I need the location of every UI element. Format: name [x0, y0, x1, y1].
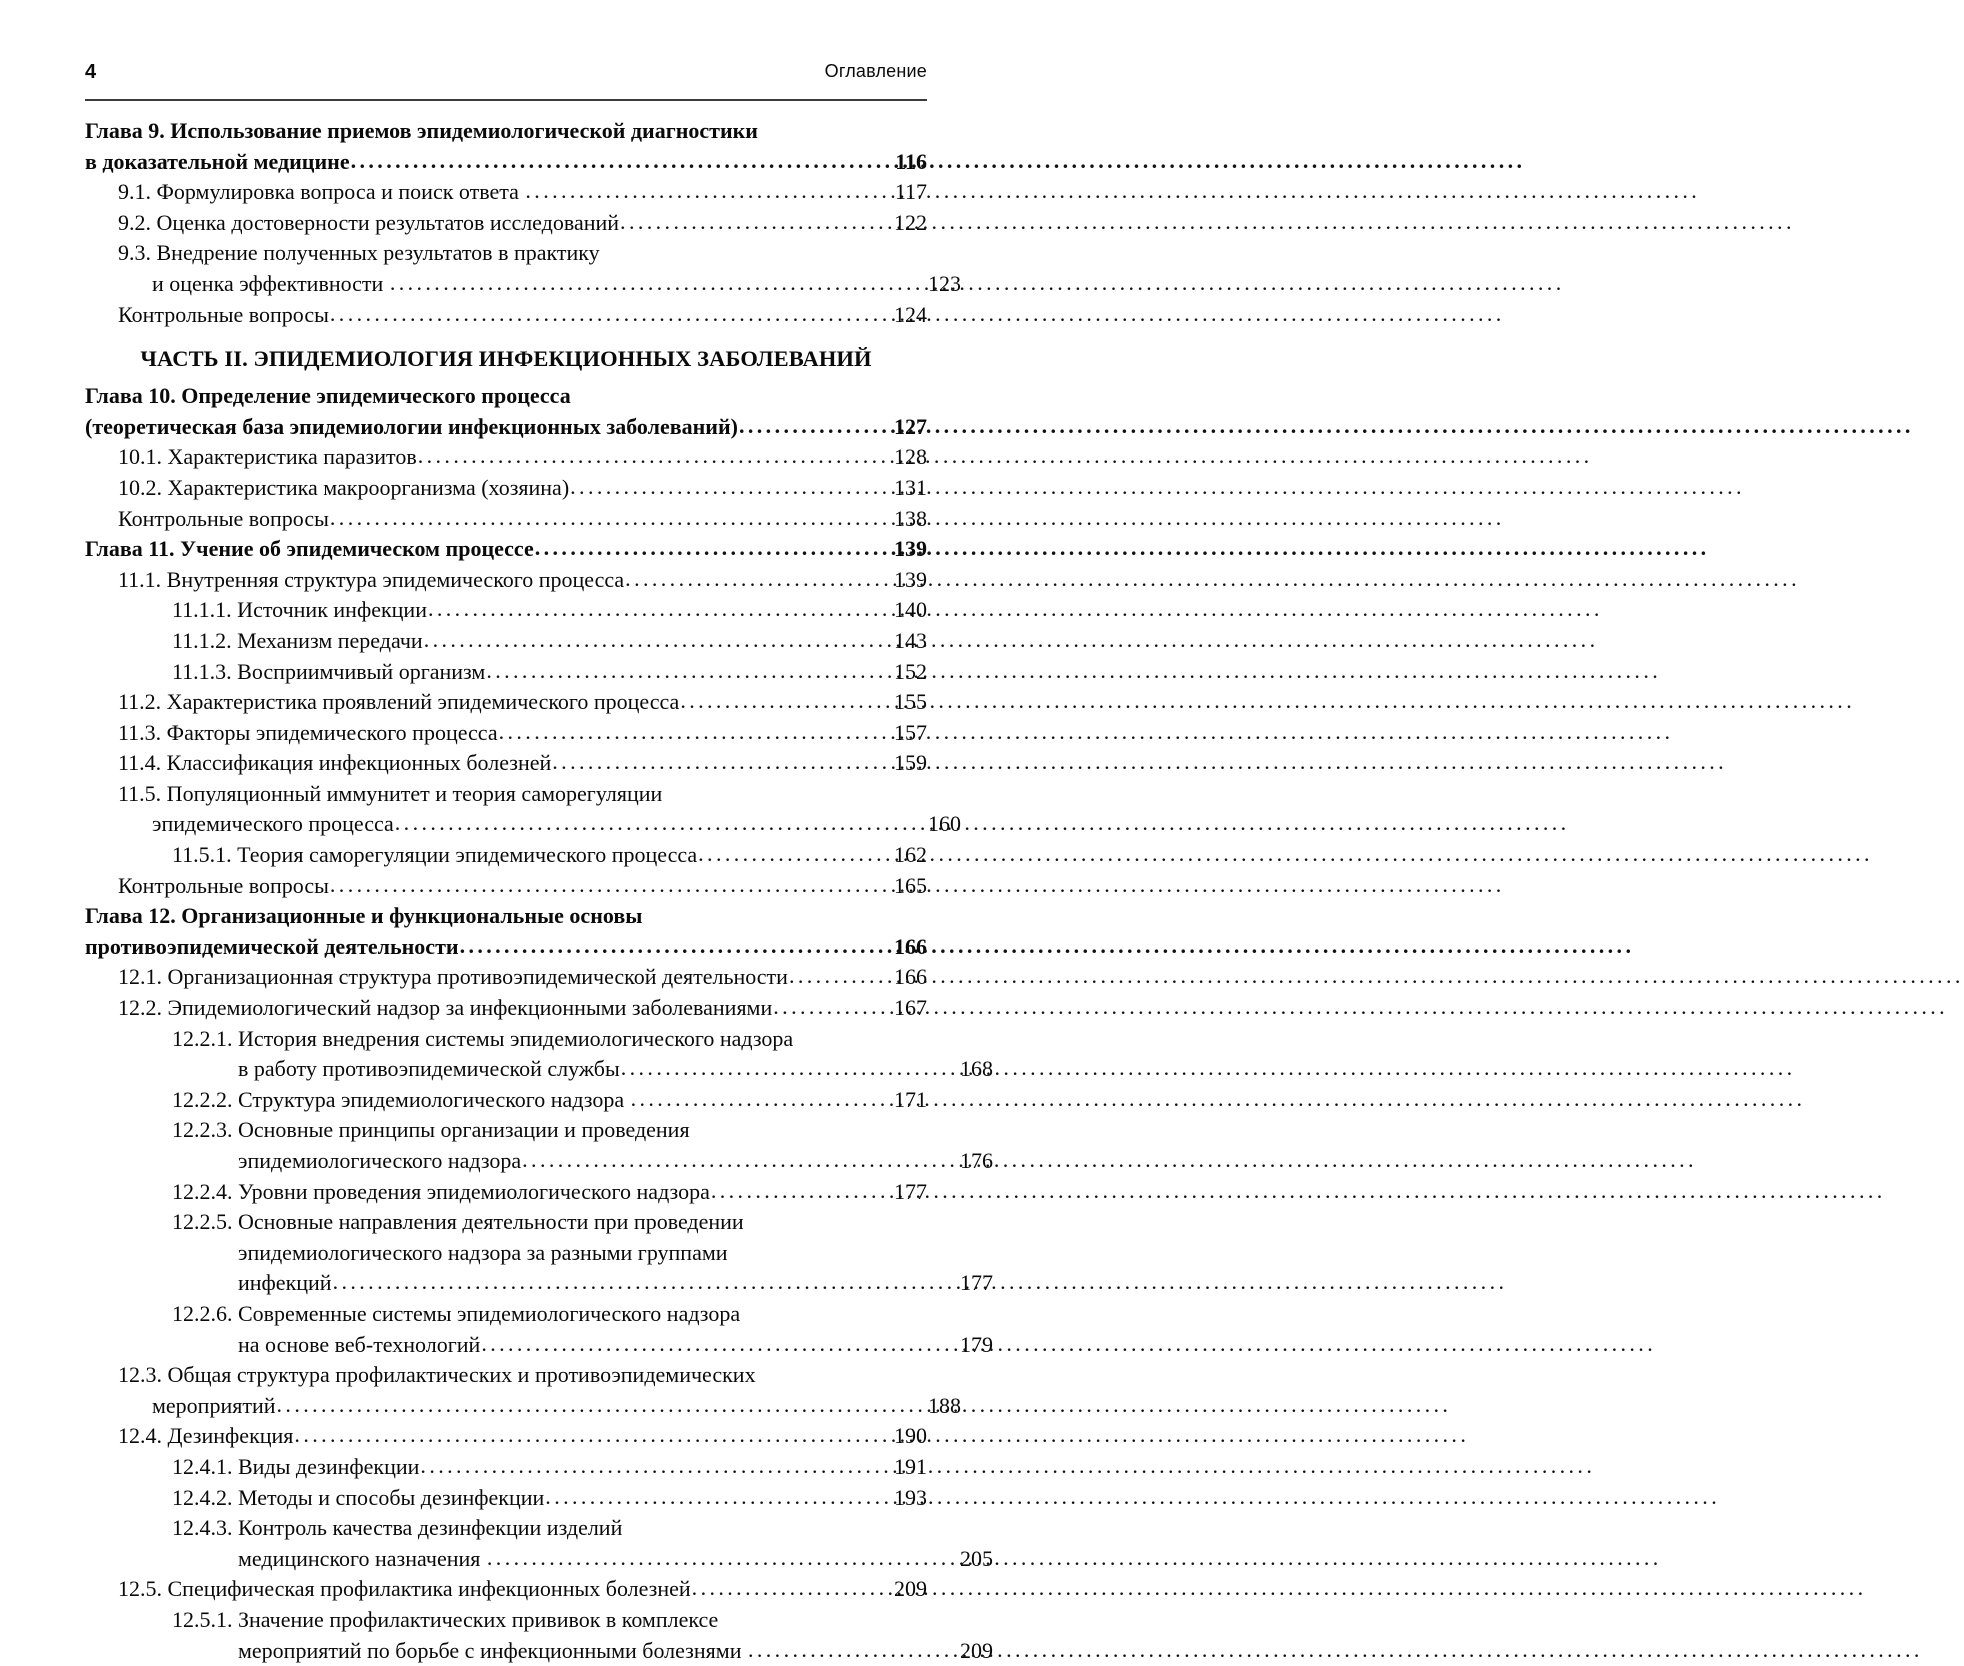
- toc-entry-title: 10.2. Характеристика макроорганизма (хозяина): [118, 473, 569, 504]
- toc-entry-12-2-1[interactable]: [172, 1024, 927, 1085]
- dot-leader: [552, 747, 880, 778]
- toc-entry-title-cont: мероприятий по борьбе с инфекционными болезнями: [238, 1636, 747, 1666]
- dot-leader: [789, 961, 880, 992]
- toc-entry-page: 122: [881, 208, 927, 239]
- toc-entry-page: 209: [947, 1636, 993, 1666]
- toc-entry-9-2[interactable]: [118, 208, 927, 239]
- toc-entry-9-control-questions[interactable]: [118, 300, 927, 331]
- toc-entry-chapter-11[interactable]: [85, 534, 927, 565]
- dot-leader: [486, 656, 880, 687]
- dot-leader: [748, 1635, 946, 1666]
- toc-entry-page: 188: [915, 1391, 961, 1422]
- toc-entry-title: 11.1.1. Источник инфекции: [172, 595, 427, 626]
- toc-entry-title: 11.5.1. Теория саморегуляции эпидемического процесса: [172, 840, 697, 871]
- toc-entry-chapter-9[interactable]: [85, 116, 927, 177]
- toc-entry-title-cont: инфекций: [238, 1268, 332, 1299]
- toc-entry-page: 177: [881, 1177, 927, 1208]
- toc-entry-11-5-1[interactable]: [172, 840, 927, 871]
- dot-leader: [739, 411, 880, 442]
- toc-entry-title-cont: медицинского назначения: [238, 1544, 486, 1575]
- dot-leader: [351, 146, 880, 177]
- toc-entry-title: Глава 11. Учение об эпидемическом процессе: [85, 534, 534, 565]
- toc-entry-chapter-12[interactable]: [85, 901, 927, 962]
- toc-entry-12-4-2[interactable]: [172, 1483, 927, 1514]
- toc-entry-page: 157: [881, 718, 927, 749]
- toc-entry-title: Глава 9. Использование приемов эпидемиологической диагностики: [85, 116, 758, 147]
- toc-entry-page: 127: [881, 412, 927, 443]
- toc-entry-title: 12.2.5. Основные направления деятельности при проведении: [172, 1207, 744, 1238]
- toc-entry-12-2-6[interactable]: [172, 1299, 927, 1360]
- toc-entry-title: 11.5. Популяционный иммунитет и теория саморегуляции: [118, 779, 662, 810]
- dot-leader: [535, 533, 880, 564]
- part-heading-2: ЧАСТЬ II. ЭПИДЕМИОЛОГИЯ ИНФЕКЦИОННЫХ ЗАБОЛЕВАНИЙ: [85, 344, 927, 374]
- toc-entry-11-1-3[interactable]: [172, 657, 927, 688]
- toc-entry-title: Глава 12. Организационные и функциональные основы: [85, 901, 642, 932]
- dot-leader: [620, 207, 880, 238]
- toc-entry-11-1-2[interactable]: [172, 626, 927, 657]
- toc-entry-page: 159: [881, 748, 927, 779]
- toc-entry-title-cont: на основе веб-технологий: [238, 1330, 480, 1361]
- toc-entry-title: 12.2.4. Уровни проведения эпидемиологического надзора: [172, 1177, 710, 1208]
- toc-entry-title: 12.4.1. Виды дезинфекции: [172, 1452, 419, 1483]
- toc-entry-title-cont: эпидемиологического надзора за разными группами: [238, 1238, 728, 1269]
- toc-entry-title: 12.4.2. Методы и способы дезинфекции: [172, 1483, 544, 1514]
- dot-leader: [570, 472, 880, 503]
- dot-leader: [390, 268, 914, 299]
- toc-entry-page: 177: [947, 1268, 993, 1299]
- toc-entry-12-2[interactable]: [118, 993, 927, 1024]
- toc-entry-page: 171: [881, 1085, 927, 1116]
- dot-leader: [680, 686, 880, 717]
- toc-entry-page: 152: [881, 657, 927, 688]
- dot-leader: [428, 594, 880, 625]
- toc-entry-12-2-3[interactable]: [172, 1115, 927, 1176]
- toc-entry-11-1[interactable]: [118, 565, 927, 596]
- toc-entry-11-3[interactable]: [118, 718, 927, 749]
- toc-entry-12-4-1[interactable]: [172, 1452, 927, 1483]
- toc-entry-9-1[interactable]: [118, 177, 927, 208]
- toc-entry-11-control-questions[interactable]: [118, 871, 927, 902]
- toc-entry-12-2-4[interactable]: [172, 1177, 927, 1208]
- toc-entry-title: 9.1. Формулировка вопроса и поиск ответа: [118, 177, 524, 208]
- toc-entry-title: 11.1.3. Восприимчивый организм: [172, 657, 485, 688]
- toc-entry-page: 124: [881, 300, 927, 331]
- toc-entry-title: 11.1. Внутренняя структура эпидемического процесса: [118, 565, 624, 596]
- dot-leader: [499, 717, 880, 748]
- toc-entry-title-cont: мероприятий: [152, 1391, 276, 1422]
- toc-entry-11-4[interactable]: [118, 748, 927, 779]
- dot-leader: [481, 1329, 946, 1360]
- page-folio: 4: [85, 62, 96, 82]
- toc-entry-page: 139: [881, 565, 927, 596]
- toc-entry-title: 12.1. Организационная структура противоэпидемической деятельности: [118, 962, 788, 993]
- toc-entry-page: 205: [947, 1544, 993, 1575]
- toc-entry-title: 10.1. Характеристика паразитов: [118, 442, 417, 473]
- toc-entry-page: 116: [881, 147, 927, 178]
- toc-entry-page: 131: [881, 473, 927, 504]
- toc-entry-page: 139: [881, 534, 927, 565]
- toc-entry-page: 117: [881, 177, 927, 208]
- dot-leader: [525, 176, 880, 207]
- toc-entry-title: 9.2. Оценка достоверности результатов исследований: [118, 208, 619, 239]
- toc-entry-page: 209: [881, 1574, 927, 1605]
- dot-leader: [395, 808, 914, 839]
- dot-leader: [522, 1145, 946, 1176]
- toc-entry-page: 167: [881, 993, 927, 1024]
- toc-entry-page: 140: [881, 595, 927, 626]
- toc-entry-page: 128: [881, 442, 927, 473]
- toc-entry-page: 179: [947, 1330, 993, 1361]
- toc-entry-page: 166: [881, 962, 927, 993]
- toc-entry-page: 155: [881, 687, 927, 718]
- toc-entry-page: 160: [915, 809, 961, 840]
- toc-entry-title: 11.4. Классификация инфекционных болезней: [118, 748, 551, 779]
- toc-entry-page: 168: [947, 1054, 993, 1085]
- toc-entry-12-2-5[interactable]: [172, 1207, 927, 1299]
- toc-entry-page: 138: [881, 504, 927, 535]
- toc-page: [0, 0, 1000, 1525]
- toc-entry-title: 12.4. Дезинфекция: [118, 1421, 293, 1452]
- dot-leader: [698, 839, 880, 870]
- toc-entry-page: 162: [881, 840, 927, 871]
- toc-entry-title-cont: и оценка эффективности: [152, 269, 389, 300]
- toc-entry-title-cont: противоэпидемической деятельности: [85, 932, 459, 963]
- toc-entry-12-5[interactable]: [118, 1574, 927, 1605]
- toc-entry-page: 165: [881, 871, 927, 902]
- dot-leader: [621, 1053, 946, 1084]
- toc-entry-page: 123: [915, 269, 961, 300]
- table-of-contents: [85, 116, 927, 1666]
- toc-entry-page: 190: [881, 1421, 927, 1452]
- toc-entry-12-1[interactable]: [118, 962, 927, 993]
- dot-leader: [631, 1084, 880, 1115]
- dot-leader: [420, 1451, 880, 1482]
- dot-leader: [424, 625, 880, 656]
- toc-entry-title: 12.2.3. Основные принципы организации и проведения: [172, 1115, 690, 1146]
- dot-leader: [625, 564, 880, 595]
- toc-entry-12-5-1[interactable]: [172, 1605, 927, 1666]
- toc-entry-title: Контрольные вопросы: [118, 300, 329, 331]
- toc-entry-title: 12.2. Эпидемиологический надзор за инфекционными заболеваниями: [118, 993, 772, 1024]
- toc-entry-11-5[interactable]: [118, 779, 927, 840]
- toc-entry-10-2[interactable]: [118, 473, 927, 504]
- dot-leader: [711, 1176, 880, 1207]
- dot-leader: [330, 870, 880, 901]
- toc-entry-title: Контрольные вопросы: [118, 871, 329, 902]
- dot-leader: [460, 931, 880, 962]
- toc-entry-title: 9.3. Внедрение полученных результатов в практику: [118, 238, 600, 269]
- toc-entry-title: 12.4.3. Контроль качества дезинфекции изделий: [172, 1513, 622, 1544]
- running-head-title: Оглавление: [825, 62, 927, 80]
- toc-entry-page: 191: [881, 1452, 927, 1483]
- dot-leader: [545, 1482, 880, 1513]
- toc-entry-9-3[interactable]: [118, 238, 927, 299]
- toc-entry-page: 193: [881, 1483, 927, 1514]
- toc-entry-12-3[interactable]: [118, 1360, 927, 1421]
- toc-entry-title: 12.2.6. Современные системы эпидемиологического надзора: [172, 1299, 740, 1330]
- toc-entry-12-2-2[interactable]: [172, 1085, 927, 1116]
- toc-entry-page: 166: [881, 932, 927, 963]
- dot-leader: [692, 1573, 880, 1604]
- toc-entry-title: 12.5.1. Значение профилактических прививок в комплексе: [172, 1605, 718, 1636]
- toc-entry-title-cont: в доказательной медицине: [85, 147, 350, 178]
- toc-entry-10-1[interactable]: [118, 442, 927, 473]
- toc-entry-title: 12.3. Общая структура профилактических и противоэпидемических: [118, 1360, 756, 1391]
- toc-entry-11-1-1[interactable]: [172, 595, 927, 626]
- toc-entry-10-control-questions[interactable]: [118, 504, 927, 535]
- toc-entry-title: 12.2.1. История внедрения системы эпидемиологического надзора: [172, 1024, 793, 1055]
- toc-entry-title: 11.3. Факторы эпидемического процесса: [118, 718, 498, 749]
- toc-entry-title: Контрольные вопросы: [118, 504, 329, 535]
- toc-entry-title-cont: эпидемического процесса: [152, 809, 394, 840]
- toc-entry-title: Глава 10. Определение эпидемического процесса: [85, 381, 571, 412]
- toc-entry-page: 143: [881, 626, 927, 657]
- dot-leader: [277, 1390, 914, 1421]
- toc-entry-title-cont: в работу противоэпидемической службы: [238, 1054, 620, 1085]
- running-header: [85, 62, 927, 102]
- toc-entry-12-4[interactable]: [118, 1421, 927, 1452]
- dot-leader: [773, 992, 880, 1023]
- toc-entry-title: 11.2. Характеристика проявлений эпидемического процесса: [118, 687, 679, 718]
- toc-entry-title: 12.5. Специфическая профилактика инфекционных болезней: [118, 1574, 691, 1605]
- dot-leader: [418, 441, 880, 472]
- toc-entry-11-2[interactable]: [118, 687, 927, 718]
- toc-entry-chapter-10[interactable]: [85, 381, 927, 442]
- dot-leader: [333, 1267, 946, 1298]
- dot-leader: [330, 503, 880, 534]
- toc-entry-title-cont: эпидемиологического надзора: [238, 1146, 521, 1177]
- toc-entry-title-cont: (теоретическая база эпидемиологии инфекционных заболеваний): [85, 412, 738, 443]
- toc-entry-page: 176: [947, 1146, 993, 1177]
- dot-leader: [487, 1543, 946, 1574]
- header-divider: [85, 99, 927, 101]
- toc-entry-12-4-3[interactable]: [172, 1513, 927, 1574]
- dot-leader: [330, 299, 880, 330]
- toc-entry-title: 11.1.2. Механизм передачи: [172, 626, 423, 657]
- toc-entry-title: 12.2.2. Структура эпидемиологического надзора: [172, 1085, 630, 1116]
- dot-leader: [294, 1420, 880, 1451]
